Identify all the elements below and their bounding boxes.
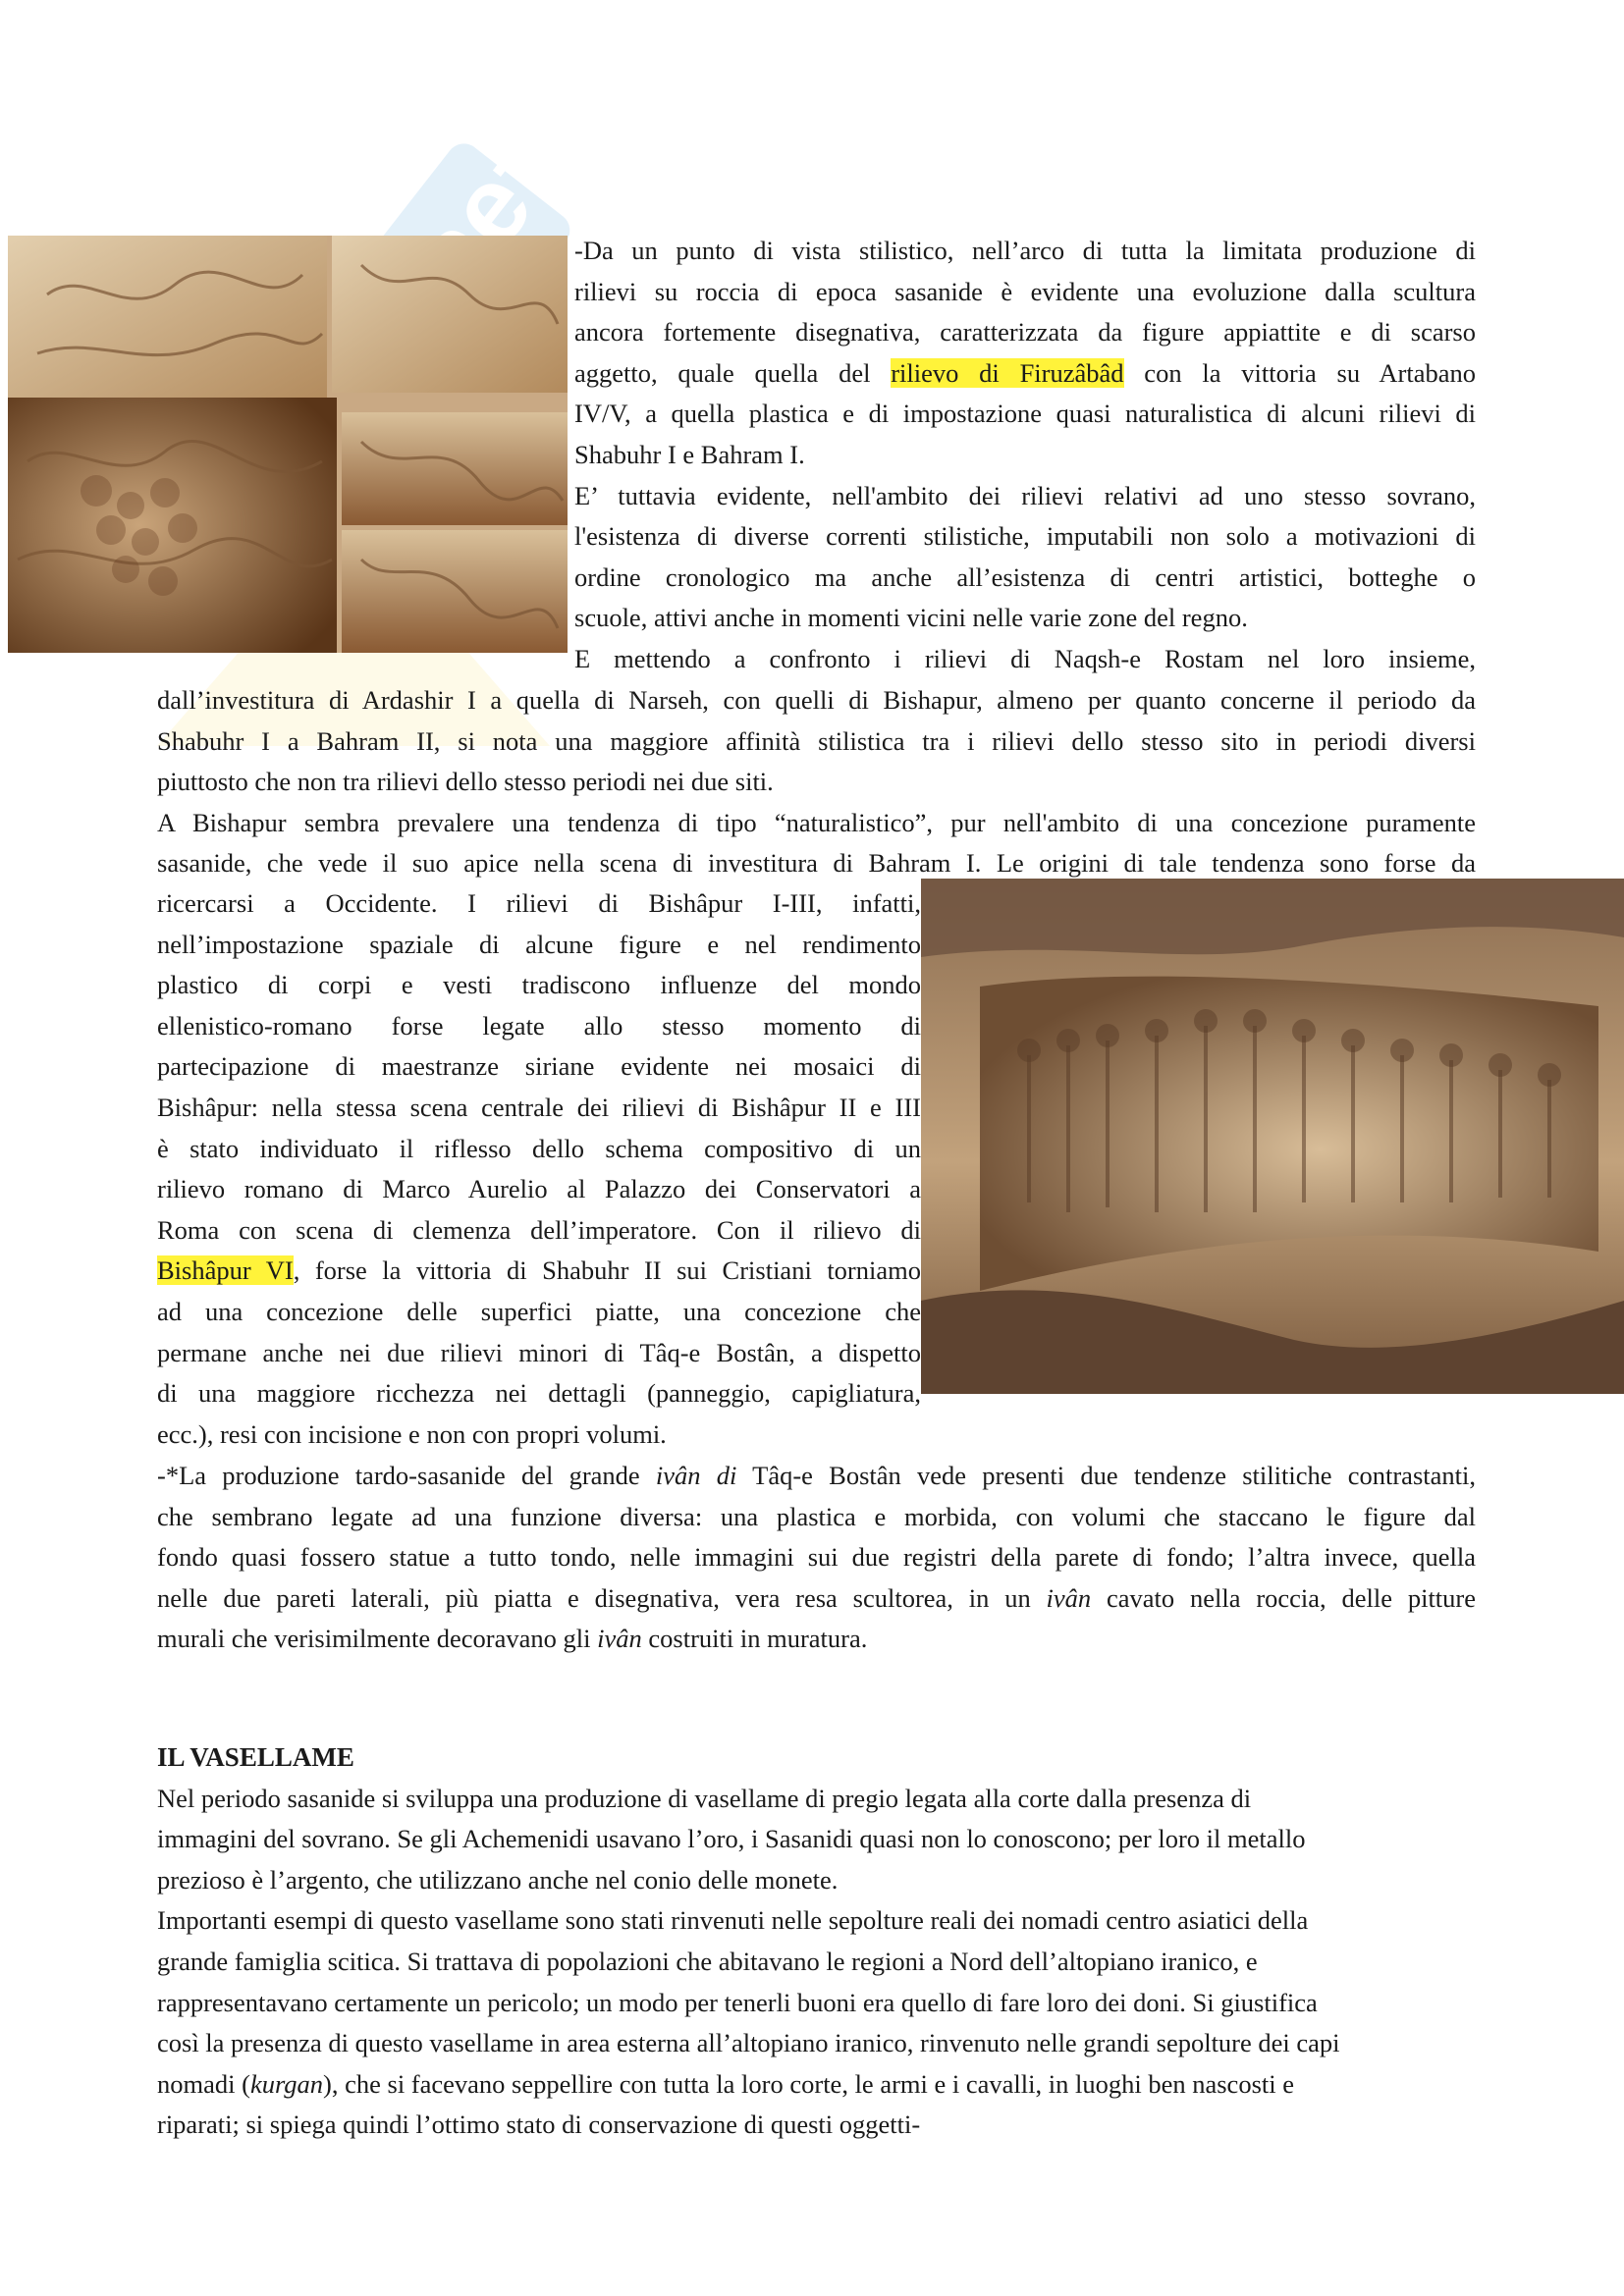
text-line: così la presenza di questo vasellame in area esterna all’altopiano iranico, rinvenuto nelle grandi sepolture dei capi bbox=[157, 2028, 1340, 2058]
text-line: grande famiglia scitica. Si trattava di popolazioni che abitavano le regioni a Nord dell’altopiano iranico, e bbox=[157, 1946, 1258, 1976]
text-line: murali che verisimilmente decoravano gli ivân costruiti in muratura. bbox=[157, 1624, 868, 1654]
text-line: rappresentavano certamente un pericolo; un modo per tenerli buoni era quello di fare loro dei doni. Si giustifica bbox=[157, 1987, 1318, 2017]
paragraph-bishapur-influences bbox=[157, 883, 921, 1455]
text-line: riparati; si spiega quindi l’ottimo stato di conservazione di questi oggetti- bbox=[157, 2109, 921, 2140]
text-line: nomadi (kurgan), che si facevano seppellire con tutta la loro corte, le armi e i cavalli, in luoghi ben nascosti e bbox=[157, 2068, 1294, 2099]
text-line: ad una concezione delle superfici piatte, una concezione che bbox=[157, 1296, 921, 1326]
text-line: fondo quasi fossero statue a tutto tondo, nelle immagini sui due registri della parete di fondo; l’altra invece, quella bbox=[157, 1542, 1476, 1573]
text-line: scuole, attivi anche in momenti vicini nelle varie zone del regno. bbox=[574, 603, 1248, 633]
text-line: dall’investitura di Ardashir I a quella di Narseh, con quelli di Bishapur, almeno per quanto concerne il periodo da bbox=[157, 685, 1476, 715]
text-line: Shabuhr I e Bahram I. bbox=[574, 439, 805, 469]
text-line: di una maggiore ricchezza nei dettagli (panneggio, capigliatura, bbox=[157, 1378, 921, 1409]
text-line: ordine cronologico ma anche all’esistenza di centri artistici, botteghe o bbox=[574, 561, 1476, 592]
section-vasellame bbox=[157, 1737, 1476, 2146]
text-line: -*La produzione tardo-sasanide del grande ivân di Tâq-e Bostân vede presenti due tendenze stilitiche contrastanti, bbox=[157, 1461, 1476, 1490]
text-line: Importanti esempi di questo vasellame sono stati rinvenuti nelle sepolture reali dei nomadi centro asiatici della bbox=[157, 1905, 1309, 1936]
text-line: A Bishapur sembra prevalere una tendenza di tipo “naturalistico”, pur nell'ambito di una concezione puramente bbox=[157, 807, 1476, 837]
text-line: ancora fortemente disegnativa, caratterizzata da figure appiattite e di scarso bbox=[574, 317, 1476, 347]
text-line: ecc.), resi con incisione e non con propri volumi. bbox=[157, 1418, 667, 1449]
text-line: E’ tuttavia evidente, nell'ambito dei rilievi relativi ad uno stesso sovrano, bbox=[574, 480, 1476, 510]
text-line: che sembrano legate ad una funzione diversa: una plastica e morbida, con volumi che staccano le figure dal bbox=[157, 1501, 1476, 1531]
highlight-bishapur-vi: Bishâpur VI bbox=[157, 1255, 294, 1286]
text-line: immagini del sovrano. Se gli Achemenidi usavano l’oro, i Sasanidi quasi non lo conoscono; per loro il metallo bbox=[157, 1824, 1306, 1854]
text-line: prezioso è l’argento, che utilizzano anche nel conio delle monete. bbox=[157, 1864, 839, 1895]
paragraph-naqsh-rostam bbox=[157, 680, 1476, 884]
text-line: piuttosto che non tra rilievi dello stesso periodi nei due siti. bbox=[157, 767, 774, 797]
text-line: Nel periodo sasanide si sviluppa una produzione di vasellame di pregio legata alla corte dalla presenza di bbox=[157, 1783, 1252, 1813]
text-line: nell’impostazione spaziale di alcune figure e nel rendimento bbox=[157, 929, 921, 959]
text-line: è stato individuato il riflesso dello schema compositivo di un bbox=[157, 1133, 921, 1163]
bishapur-relief-image bbox=[921, 879, 1624, 1394]
highlight-firuzabad: rilievo di Firuzâbâd bbox=[891, 357, 1124, 388]
text-line: l'esistenza di diverse correnti stilistiche, imputabili non solo a motivazioni di bbox=[574, 521, 1476, 552]
text-line: Bishâpur: nella stessa scena centrale dei rilievi di Bishâpur II e III bbox=[157, 1092, 921, 1122]
text-line: rilievo romano di Marco Aurelio al Palazzo dei Conservatori a bbox=[157, 1174, 921, 1204]
text-line: Roma con scena di clemenza dell’imperatore. Con il rilievo di bbox=[157, 1214, 921, 1245]
text-line: nelle due pareti laterali, più piatta e disegnativa, vera resa scultorea, in un ivân cavato nella roccia, delle pitture bbox=[157, 1582, 1477, 1613]
paragraph-stylistic-evolution bbox=[574, 231, 1476, 680]
text-line: Shabuhr I a Bahram II, si nota una maggiore affinità stilistica tra i rilievi dello stesso sito in periodi diversi bbox=[157, 725, 1476, 756]
text-line: aggetto, quale quella del rilievo di Firuzâbâd con la vittoria su Artabano bbox=[574, 357, 1477, 388]
text-line: ricercarsi a Occidente. I rilievi di Bishâpur I-III, infatti, bbox=[157, 888, 921, 918]
text-line: IV/V, a quella plastica e di impostazione quasi naturalistica di alcuni rilievi di bbox=[574, 399, 1476, 429]
section-heading: IL VASELLAME bbox=[157, 1742, 354, 1772]
text-line: Bishâpur VI, forse la vittoria di Shabuhr II sui Cristiani torniamo bbox=[157, 1255, 921, 1286]
text-line: plastico di corpi e vesti tradiscono influenze del mondo bbox=[157, 970, 921, 1000]
text-line: sasanide, che vede il suo apice nella scena di investitura di Bahram I. Le origini di tale tendenza sono forse da bbox=[157, 848, 1476, 879]
text-line: partecipazione di maestranze siriane evidente nei mosaici di bbox=[157, 1051, 921, 1082]
paragraph-taq-e-bostan bbox=[157, 1456, 1476, 1660]
text-line: permane anche nei due rilievi minori di Tâq-e Bostân, a dispetto bbox=[157, 1337, 921, 1367]
text-line: rilievi su roccia di epoca sasanide è evidente una evoluzione dalla scultura bbox=[574, 276, 1476, 306]
text-line: ellenistico-romano forse legate allo stesso momento di bbox=[157, 1010, 921, 1041]
text-line: -Da un punto di vista stilistico, nell’arco di tutta la limitata produzione di bbox=[574, 236, 1476, 265]
relief-collage-image bbox=[8, 236, 568, 653]
text-line: E mettendo a confronto i rilievi di Naqsh-e Rostam nel loro insieme, bbox=[574, 643, 1476, 673]
